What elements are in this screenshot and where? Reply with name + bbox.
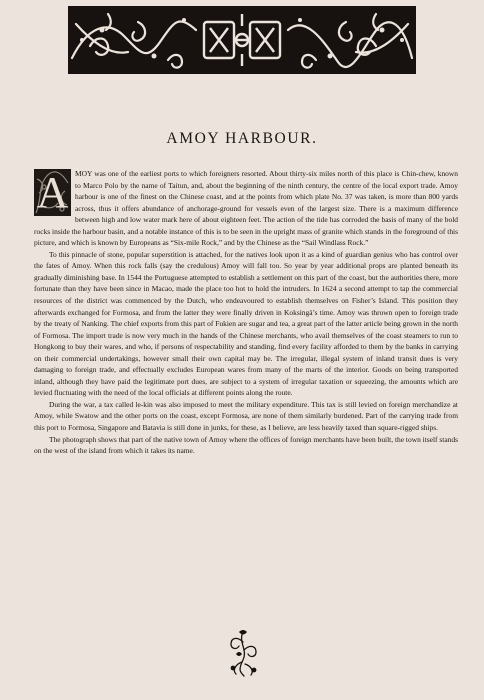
paragraph-3: During the war, a tax called le-kin was also imposed to meet the military expenditure. This tax is still levied on foreign merchandize at Amoy, while Swatow and the other ports on the coast, except Formosa, are none of them similarly burdened. Part of the carrying trade from this port to Formosa, Singapore and Batavia is still done in junks, for these, as I believe, are less heavily taxed than square-rigged ships. (34, 399, 458, 433)
paragraph-1 (34, 168, 458, 249)
page-title: AMOY HARBOUR. (166, 130, 318, 147)
floral-tailpiece-icon (226, 628, 260, 678)
paragraph-4: The photograph shows that part of the native town of Amoy where the offices of foreign merchants have been built, the town itself stands on the west of the island from which it takes its name. (34, 434, 458, 456)
article-body (34, 168, 458, 457)
dropcap-letter: A (36, 169, 69, 216)
paragraph-2: To this pinnacle of stone, popular superstition is attached, for the natives look upon it as a kind of guardian genius who has control over the fates of Amoy. When this rock falls (say the credulous) Amoy will fall too. So year by year additional props are planted beneath its gradually diminishing base. In 1544 the Portuguese attempted to establish a settlement on this part of the coast, but the authorities there, more fortunate than they have been since in Macao, made the place too hot to hold the intruders. In 1624 a second attempt to tap the commercial resources of the district was commenced by the Dutch, who endeavoured to establish themselves on Fisher’s Island. This position they afterwards exchanged for Formosa, and from the latter they were finally driven in Koksingä’s time. Amoy was thrown open to foreign trade by the treaty of Nanking. The chief exports from this part of Fukien are sugar and tea, a great part of the latter article being grown in the north of Formosa. The import trade is now very much in the hands of the Chinese merchants, who avail themselves of the coast steamers to run to Hongkong to buy their wares, and who, if persons of respectability and standing, find every facility afforded to them by the banks in carrying on their commercial undertakings, however small their own capital may be. The irregular, illegal system of inland transit dues is very damaging to foreign trade, and effectually excludes European wares from many of the marts of the interior. Goods on being transported inland, although they have paid the legitimate port dues, are subject to a system of irregular taxation or squeezing, the amounts which are levied fluctuating with the need of the local officials at different points along the route. (34, 249, 458, 398)
paragraph-1-text: MOY was one of the earliest ports to which foreigners resorted. About thirty-six miles north of this place is Chin-chew, known to Marco Polo by the name of Taitun, and, about the beginning of the ninth century, the centre of the local export trade. Amoy harbour is one of the finest on the Chinese coast, and at the points from which plate No. 37 was taken, is more than 800 yards across, thus it offers abundance of anchorage-ground for vessels even of the largest size. There is a maximum difference between high and low water mark here of about eighteen feet. The action of the tide has corroded the basis of many of the bold rocks inside the harbour basin, and a notable instance of this is to be seen in the upright mass of granite which stands in the foreground of this picture, and which is known by Europeans as “Six-mile Rock,” and by the Chinese as the “Sail Windlass Rock.” (34, 169, 458, 248)
ornamental-dropcap-icon (34, 169, 71, 216)
floral-headpiece-icon (68, 6, 416, 74)
